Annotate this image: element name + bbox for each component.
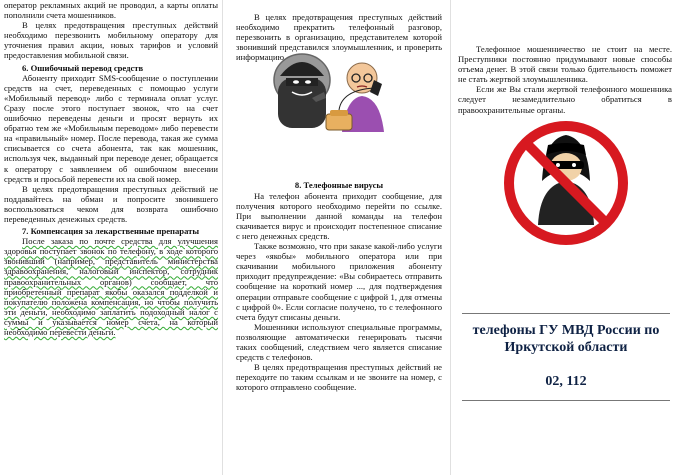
paragraph: оператор рекламных акций не проводил, а карты оплаты пополнили счета мошенников.: [4, 0, 218, 21]
paragraph: В целях предотвращения преступных действий не поддавайтесь на обман и попросите звонившего воспользоваться чеком для возврата ошибочно переведенных денежных средств.: [4, 183, 218, 224]
paragraph: В целях предотвращения преступных действий необходимо перезвонить мобильному оператору для уточнения правил акции, новых тарифов и условий предоставления мобильной связи.: [4, 20, 218, 61]
column-right: [458, 44, 672, 115]
paragraph: На телефон абонента приходит сообщение, для получения которого необходимо перейти по ссылке. При выполнении данной команды на телефон скачивается вирус и происходит постепенное списание с него денежных средств.: [236, 190, 442, 241]
section-heading: 8. Телефонные вирусы: [294, 180, 384, 191]
divider-line: [462, 313, 670, 314]
paragraph: После заказа по почте средства для улучшения здоровья поступает звонок по телефону, в ходе которого звонивший (например, представитель министерства здравоохранения, налоговый инспектор, сотрудник правоохранительных органов) сообщает, что приобретенный препарат якобы оказался подделкой и покупателю положена компенсация, но чтобы получить эти деньги, необходимо заплатить подоходный налог с суммы и указывается номер счета, на который необходимо перевести деньги.: [4, 236, 218, 337]
paragraph: В целях предотвращения преступных действий не переходите по таким ссылкам и не звоните на номер, с которого отправлено сообщение.: [236, 362, 442, 393]
paragraph: В целях предотвращения преступных действий необходимо прекратить телефонный разговор, перезвонить в организацию, представителем которой звонивший представился злоумышленник, и проверить информацию.: [236, 12, 442, 63]
section-heading: 7. Компенсация за лекарственные препараты: [22, 226, 200, 237]
column-left: [4, 0, 218, 337]
paragraph: Мошенники используют специальные программы, позволяющие автоматически генерировать тысячи таких сообщений, следствием чего является списание средств с телефонов.: [236, 321, 442, 363]
column-divider: [222, 0, 223, 475]
phone-scam-illustration: [270, 40, 390, 140]
paragraph: Также возможно, что при заказе какой-либо услуги через «якобы» мобильного оператора или при скачивании мобильного приложения абоненту приходит предупреждение: «Вы собираетесь отправить сообщение на короткий номер ..., для подтверждения операции отправьте сообщение с цифрой 1, для отмены с цифрой 0». Если согласие получено, то с телефонного счета будут списаны деньги.: [236, 241, 442, 322]
divider-line: [462, 400, 670, 401]
column-divider: [450, 0, 451, 475]
paragraph: Телефонное мошенничество не стоит на месте. Преступники постоянно придумывают новые способы отъема денег. В этой связи только бдительность поможет не стать жертвой злоумышленника.: [458, 44, 672, 85]
contacts-title: телефоны ГУ МВД России по Иркутской области: [472, 323, 660, 355]
paragraph: Если же Вы стали жертвой телефонного мошенника следует незамедлительно обратиться в правоохранительные органы.: [458, 84, 672, 115]
emergency-numbers: 02, 112: [545, 374, 587, 389]
prohibition-sign-illustration: [498, 115, 634, 251]
paragraph: Абоненту приходит SMS-сообщение о поступлении средств на счет, переведенных с помощью услуги «Мобильный перевод» либо с терминала оплат услуг. Сразу после этого поступает звонок, что на счет ошибочно переведены деньги и просят вернуть их обратно тем же «Мобильным переводом» либо перевести на «правильный» номер. После перевода, такая же сумма списывается со счета абонента, так как мошенник, используя чек, выданный при переводе денег, обращается к оператору с заявлением об ошибочном внесении средств и просьбой перевести их на свой номер.: [4, 72, 218, 184]
section-heading: 6. Ошибочный перевод средств: [22, 62, 144, 73]
